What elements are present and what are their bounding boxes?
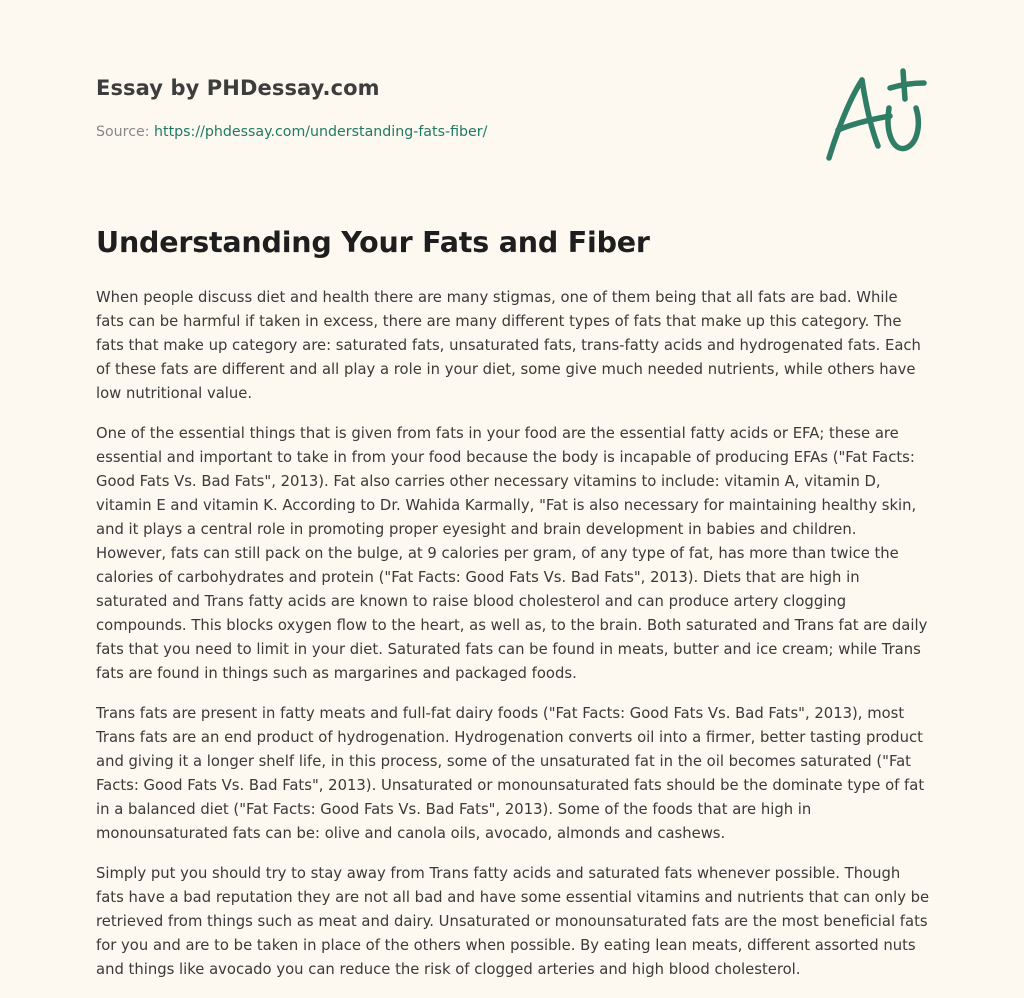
essay-title: Understanding Your Fats and Fiber (96, 226, 650, 259)
essay-paragraph: When people discuss diet and health there are many stigmas, one of them being that all fats are bad. While fats can be harmful if taken in excess, there are many different types of fats that make up this category. The fats that make up category are: saturated fats, unsaturated fats, trans-fatty acids and hydrogenated fats. Each of these fats are different and all play a role in your diet, some give much needed nutrients, while others have low nutritional value. (96, 289, 921, 402)
site-brand: Essay by PHDessay.com (96, 76, 380, 100)
essay-body (96, 286, 930, 998)
source-link[interactable]: https://phdessay.com/understanding-fats-fiber/ (154, 124, 488, 140)
source-label: Source: (96, 124, 150, 140)
essay-paragraph: Simply put you should try to stay away from Trans fatty acids and saturated fats whenever possible. Though fats have a bad reputation they are not all bad and have some essential vitamins and nutrients that can only be retrieved from things such as meat and dairy. Unsaturated or monounsaturated fats are the most beneficial fats for you and are to be taken in place of the others when possible. By eating lean meats, different assorted nuts and things like avocado you can reduce the risk of clogged arteries and high blood cholesterol. (96, 865, 930, 978)
a-plus-grade-icon (820, 66, 930, 166)
essay-paragraph: Trans fats are present in fatty meats and full-fat dairy foods ("Fat Facts: Good Fats Vs. Bad Fats", 2013), most Trans fats are an end product of hydrogenation. Hydrogenation converts oil into a firmer, better tasting product and giving it a longer shelf life, in this process, some of the unsaturated fat in the oil becomes saturated ("Fat Facts: Good Fats Vs. Bad Fats", 2013). Unsaturated or monounsaturated fats should be the dominate type of fat in a balanced diet ("Fat Facts: Good Fats Vs. Bad Fats", 2013). Some of the foods that are high in monounsaturated fats can be: olive and canola oils, avocado, almonds and cashews. (96, 705, 925, 842)
source-line (96, 124, 487, 140)
essay-paragraph: One of the essential things that is given from fats in your food are the essential fatty acids or EFA; these are essential and important to take in from your food because the body is incapable of producing EFAs ("Fat Facts: Good Fats Vs. Bad Fats", 2013). Fat also carries other necessary vitamins to include: vitamin A, vitamin D, vitamin E and vitamin K. According to Dr. Wahida Karmally, "Fat is also necessary for maintaining healthy skin, and it plays a central role in promoting proper eyesight and brain development in babies and children. However, fats can still pack on the bulge, at 9 calories per gram, of any type of fat, has more than twice the calories of carbohydrates and protein ("Fat Facts: Good Fats Vs. Bad Fats", 2013). Diets that are high in saturated and Trans fatty acids are known to raise blood cholesterol and can produce artery clogging compounds. This blocks oxygen flow to the heart, as well as, to the brain. Both saturated and Trans fat are daily fats that you need to limit in your diet. Saturated fats can be found in meats, butter and ice cream; while Trans fats are found in things such as margarines and packaged foods. (96, 425, 928, 682)
